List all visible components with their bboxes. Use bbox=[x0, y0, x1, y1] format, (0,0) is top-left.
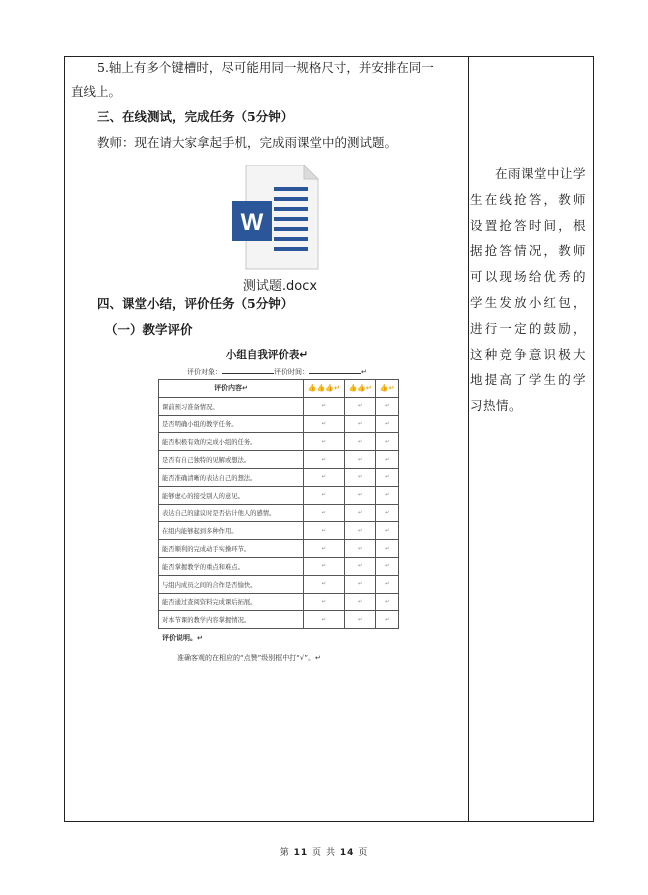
text-line-1: 5.轴上有多个键槽时，尽可能用同一规格尺寸，并安排在同一 bbox=[97, 60, 434, 75]
header-content: 评价内容↵ bbox=[159, 380, 304, 398]
file-name-label[interactable]: 测试题.docx bbox=[242, 279, 318, 294]
footer-pre: 第 bbox=[279, 848, 290, 858]
eval-note-text: 准确客观的在相应的“点赞”级别框中打“√”。↵ bbox=[177, 654, 321, 662]
rating-cell-1[interactable]: ↵ bbox=[304, 433, 345, 451]
rating-cell-1[interactable]: ↵ bbox=[304, 593, 345, 611]
page-footer bbox=[0, 845, 648, 858]
rating-cell-1[interactable]: ↵ bbox=[304, 522, 345, 540]
column-divider bbox=[468, 57, 469, 821]
table-row bbox=[159, 504, 399, 522]
table-row bbox=[159, 468, 399, 486]
eval-note-title: 评价说明。↵ bbox=[162, 634, 203, 642]
eval-criterion: 与组内成员之间的合作是否愉快。 bbox=[159, 575, 304, 593]
footer-mid1: 页 bbox=[312, 848, 323, 858]
table-row bbox=[159, 397, 399, 415]
eval-criterion: 能否通过查阅资料完成课后拓展。 bbox=[159, 593, 304, 611]
eval-form-meta bbox=[187, 366, 407, 377]
subsection-heading: （一）教学评价 bbox=[105, 322, 193, 337]
rating-cell-3[interactable]: ↵ bbox=[376, 415, 399, 433]
eval-criterion: 能否掌握教学的重点和难点。 bbox=[159, 557, 304, 575]
eval-end-mark: ↵ bbox=[361, 368, 367, 376]
eval-criterion: 对本节课的教学内容掌握情况。 bbox=[159, 611, 304, 629]
section-3-heading: 三、在线测试，完成任务（5分钟） bbox=[97, 109, 294, 124]
rating-cell-1[interactable]: ↵ bbox=[304, 540, 345, 558]
table-row bbox=[159, 522, 399, 540]
rating-cell-2[interactable]: ↵ bbox=[344, 397, 376, 415]
self-evaluation-table bbox=[158, 379, 399, 629]
rating-cell-3[interactable]: ↵ bbox=[376, 397, 399, 415]
rating-cell-3[interactable]: ↵ bbox=[376, 522, 399, 540]
rating-cell-2[interactable]: ↵ bbox=[344, 611, 376, 629]
rating-cell-2[interactable]: ↵ bbox=[344, 433, 376, 451]
rating-cell-1[interactable]: ↵ bbox=[304, 611, 345, 629]
side-note: 在雨课堂中让学生在线抢答，教师设置抢答时间，根据抢答情况，教师可以现场给优秀的学生发放小红包，进行一定的鼓励，这种竞争意识极大地提高了学生的学习热情。 bbox=[470, 166, 587, 414]
word-icon-letter: W bbox=[240, 209, 264, 236]
footer-mid2: 共 bbox=[325, 848, 336, 858]
rating-cell-2[interactable]: ↵ bbox=[344, 486, 376, 504]
eval-criterion: 课前预习准备情况。 bbox=[159, 397, 304, 415]
table-row bbox=[159, 593, 399, 611]
table-row bbox=[159, 575, 399, 593]
rating-cell-3[interactable]: ↵ bbox=[376, 451, 399, 469]
rating-cell-1[interactable]: ↵ bbox=[304, 557, 345, 575]
rating-cell-2[interactable]: ↵ bbox=[344, 468, 376, 486]
rating-cell-1[interactable]: ↵ bbox=[304, 575, 345, 593]
rating-cell-1[interactable]: ↵ bbox=[304, 451, 345, 469]
rating-cell-3[interactable]: ↵ bbox=[376, 540, 399, 558]
rating-cell-2[interactable]: ↵ bbox=[344, 593, 376, 611]
eval-time-label: 评价时间： bbox=[274, 368, 309, 376]
teacher-instruction: 教师：现在请大家拿起手机，完成雨课堂中的测试题。 bbox=[97, 135, 398, 150]
rating-cell-1[interactable]: ↵ bbox=[304, 468, 345, 486]
eval-criterion: 在组内能够起到多种作用。 bbox=[159, 522, 304, 540]
rating-cell-3[interactable]: ↵ bbox=[376, 504, 399, 522]
rating-cell-2[interactable]: ↵ bbox=[344, 522, 376, 540]
rating-cell-3[interactable]: ↵ bbox=[376, 611, 399, 629]
footer-total-pages: 14 bbox=[339, 848, 355, 858]
rating-cell-1[interactable]: ↵ bbox=[304, 486, 345, 504]
rating-cell-2[interactable]: ↵ bbox=[344, 451, 376, 469]
header-level-3: 👍↵ bbox=[376, 380, 399, 398]
eval-criterion: 能够虚心的接受别人的意见。 bbox=[159, 486, 304, 504]
table-row bbox=[159, 611, 399, 629]
rating-cell-2[interactable]: ↵ bbox=[344, 557, 376, 575]
lesson-table bbox=[64, 56, 594, 822]
rating-cell-2[interactable]: ↵ bbox=[344, 415, 376, 433]
rating-cell-2[interactable]: ↵ bbox=[344, 504, 376, 522]
rating-cell-3[interactable]: ↵ bbox=[376, 468, 399, 486]
section-4-heading: 四、课堂小结，评价任务（5分钟） bbox=[97, 296, 294, 311]
rating-cell-3[interactable]: ↵ bbox=[376, 557, 399, 575]
footer-post: 页 bbox=[358, 848, 369, 858]
eval-criterion: 是否有自己独特的见解或想法。 bbox=[159, 451, 304, 469]
rating-cell-1[interactable]: ↵ bbox=[304, 504, 345, 522]
table-row bbox=[159, 451, 399, 469]
eval-criterion: 表达自己的建议时是否估计他人的感情。 bbox=[159, 504, 304, 522]
header-level-2: 👍👍↵ bbox=[344, 380, 376, 398]
eval-time-line bbox=[309, 366, 361, 374]
rating-cell-3[interactable]: ↵ bbox=[376, 593, 399, 611]
table-row bbox=[159, 486, 399, 504]
table-row bbox=[159, 415, 399, 433]
rating-cell-1[interactable]: ↵ bbox=[304, 415, 345, 433]
footer-page-number: 11 bbox=[293, 848, 309, 858]
rating-cell-3[interactable]: ↵ bbox=[376, 575, 399, 593]
rating-cell-3[interactable]: ↵ bbox=[376, 433, 399, 451]
header-level-1: 👍👍👍↵ bbox=[304, 380, 345, 398]
eval-form-title: 小组自我评价表↵ bbox=[225, 349, 309, 361]
eval-object-label: 评价对象： bbox=[187, 368, 222, 376]
rating-cell-3[interactable]: ↵ bbox=[376, 486, 399, 504]
eval-criterion: 能否积极有效的完成小组的任务。 bbox=[159, 433, 304, 451]
eval-object-line bbox=[222, 366, 274, 374]
table-row bbox=[159, 557, 399, 575]
text-line-2: 直线上。 bbox=[71, 84, 122, 99]
rating-cell-2[interactable]: ↵ bbox=[344, 540, 376, 558]
table-row bbox=[159, 540, 399, 558]
eval-criterion: 是否明确小组的教学任务。 bbox=[159, 415, 304, 433]
table-header-row bbox=[159, 380, 399, 398]
rating-cell-1[interactable]: ↵ bbox=[304, 397, 345, 415]
eval-criterion: 能否顺利的完成动手实操环节。 bbox=[159, 540, 304, 558]
rating-cell-2[interactable]: ↵ bbox=[344, 575, 376, 593]
eval-criterion: 能否准确清晰的表达自己的想法。 bbox=[159, 468, 304, 486]
table-row bbox=[159, 433, 399, 451]
